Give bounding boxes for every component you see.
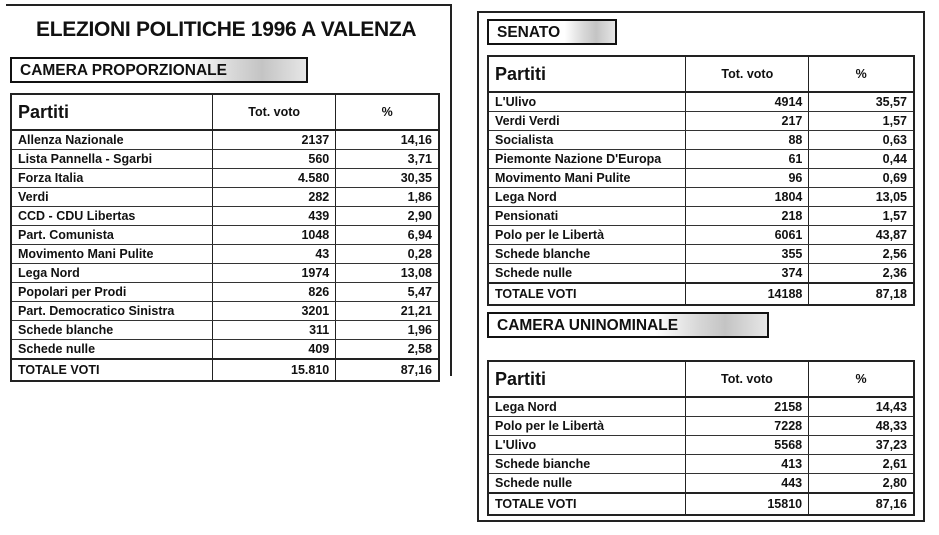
vote-count: 355: [686, 245, 809, 264]
total-row: [488, 493, 914, 515]
vote-percent: 2,61: [809, 455, 914, 474]
table-row: [488, 245, 914, 264]
total-percent: 87,16: [809, 493, 914, 515]
vote-percent: 37,23: [809, 436, 914, 455]
vote-percent: 0,28: [336, 245, 439, 264]
total-votes: 14188: [686, 283, 809, 305]
vote-percent: 0,63: [809, 131, 914, 150]
vote-percent: 5,47: [336, 283, 439, 302]
vote-percent: 13,05: [809, 188, 914, 207]
table-row: [11, 340, 439, 360]
vote-count: 7228: [685, 417, 808, 436]
table-row: [488, 207, 914, 226]
header-votes: Tot. voto: [685, 361, 808, 397]
table-row: [488, 226, 914, 245]
table-row: [11, 150, 439, 169]
vote-percent: 43,87: [809, 226, 914, 245]
vote-percent: 2,36: [809, 264, 914, 284]
vote-count: 1974: [213, 264, 336, 283]
vote-percent: 6,94: [336, 226, 439, 245]
vote-percent: 13,08: [336, 264, 439, 283]
senato-table: [487, 55, 915, 306]
vote-percent: 2,58: [336, 340, 439, 360]
party-name: Movimento Mani Pulite: [488, 169, 686, 188]
table-row: [11, 245, 439, 264]
vote-percent: 0,44: [809, 150, 914, 169]
page-title: ELEZIONI POLITICHE 1996 A VALENZA: [36, 18, 417, 41]
table-row: [488, 417, 914, 436]
total-row: [488, 283, 914, 305]
party-name: Schede nulle: [488, 264, 686, 284]
vote-count: 61: [686, 150, 809, 169]
total-votes: 15810: [685, 493, 808, 515]
party-name: Forza Italia: [11, 169, 213, 188]
vote-percent: 2,80: [809, 474, 914, 494]
table-row: [11, 321, 439, 340]
vote-percent: 30,35: [336, 169, 439, 188]
vote-count: 217: [686, 112, 809, 131]
vote-count: 1804: [686, 188, 809, 207]
party-name: L'Ulivo: [488, 436, 685, 455]
header-party: Partiti: [11, 94, 213, 130]
vote-count: 2158: [685, 397, 808, 417]
table-row: [11, 207, 439, 226]
party-name: Socialista: [488, 131, 686, 150]
total-row: [11, 359, 439, 381]
vote-count: 43: [213, 245, 336, 264]
party-name: Schede nulle: [488, 474, 685, 494]
table-row: [11, 283, 439, 302]
table-header-row: [11, 94, 439, 130]
vote-count: 413: [685, 455, 808, 474]
table-row: [488, 474, 914, 494]
party-name: L'Ulivo: [488, 92, 686, 112]
party-name: Lega Nord: [11, 264, 213, 283]
total-label: TOTALE VOTI: [488, 493, 685, 515]
header-pct: %: [336, 94, 439, 130]
vote-percent: 35,57: [809, 92, 914, 112]
party-name: CCD - CDU Libertas: [11, 207, 213, 226]
senato-label: SENATO: [487, 19, 617, 45]
party-name: Verdi Verdi: [488, 112, 686, 131]
party-name: Polo per le Libertà: [488, 417, 685, 436]
table-row: [488, 188, 914, 207]
vote-count: 3201: [213, 302, 336, 321]
party-name: Piemonte Nazione D'Europa: [488, 150, 686, 169]
party-name: Lega Nord: [488, 188, 686, 207]
party-name: Schede blanche: [488, 245, 686, 264]
camera-uninominale-table: [487, 360, 915, 516]
total-label: TOTALE VOTI: [488, 283, 686, 305]
camera-proporzionale-table: [10, 93, 440, 382]
table-row: [488, 92, 914, 112]
vote-count: 374: [686, 264, 809, 284]
vote-count: 4914: [686, 92, 809, 112]
party-name: Pensionati: [488, 207, 686, 226]
vote-count: 5568: [685, 436, 808, 455]
table-row: [11, 226, 439, 245]
table-header-row: [488, 361, 914, 397]
camera-proporzionale-label: CAMERA PROPORZIONALE: [10, 57, 308, 83]
vote-count: 1048: [213, 226, 336, 245]
vote-count: 443: [685, 474, 808, 494]
table-row: [11, 302, 439, 321]
party-name: Schede nulle: [11, 340, 213, 360]
vote-count: 282: [213, 188, 336, 207]
vote-percent: 3,71: [336, 150, 439, 169]
party-name: Verdi: [11, 188, 213, 207]
party-name: Polo per le Libertà: [488, 226, 686, 245]
table-row: [11, 264, 439, 283]
vote-count: 218: [686, 207, 809, 226]
header-pct: %: [809, 56, 914, 92]
party-name: Schede bianche: [488, 455, 685, 474]
party-name: Schede blanche: [11, 321, 213, 340]
party-name: Lega Nord: [488, 397, 685, 417]
total-percent: 87,18: [809, 283, 914, 305]
vote-count: 6061: [686, 226, 809, 245]
header-votes: Tot. voto: [686, 56, 809, 92]
vote-percent: 2,56: [809, 245, 914, 264]
vote-count: 439: [213, 207, 336, 226]
vote-percent: 2,90: [336, 207, 439, 226]
vote-count: 560: [213, 150, 336, 169]
vote-percent: 1,57: [809, 207, 914, 226]
header-pct: %: [809, 361, 914, 397]
table-row: [488, 150, 914, 169]
party-name: Movimento Mani Pulite: [11, 245, 213, 264]
table-row: [488, 397, 914, 417]
table-row: [488, 169, 914, 188]
vote-count: 311: [213, 321, 336, 340]
vote-percent: 1,86: [336, 188, 439, 207]
vote-count: 96: [686, 169, 809, 188]
table-row: [11, 188, 439, 207]
header-votes: Tot. voto: [213, 94, 336, 130]
table-row: [488, 264, 914, 284]
vote-count: 4.580: [213, 169, 336, 188]
vote-percent: 0,69: [809, 169, 914, 188]
vote-percent: 14,16: [336, 130, 439, 150]
camera-uninominale-label: CAMERA UNINOMINALE: [487, 312, 769, 338]
total-percent: 87,16: [336, 359, 439, 381]
total-votes: 15.810: [213, 359, 336, 381]
table-row: [488, 131, 914, 150]
party-name: Popolari per Prodi: [11, 283, 213, 302]
vote-count: 409: [213, 340, 336, 360]
vote-count: 826: [213, 283, 336, 302]
vote-percent: 14,43: [809, 397, 914, 417]
vote-count: 2137: [213, 130, 336, 150]
total-label: TOTALE VOTI: [11, 359, 213, 381]
table-row: [11, 130, 439, 150]
party-name: Lista Pannella - Sgarbi: [11, 150, 213, 169]
party-name: Allenza Nazionale: [11, 130, 213, 150]
vote-percent: 21,21: [336, 302, 439, 321]
party-name: Part. Democratico Sinistra: [11, 302, 213, 321]
header-party: Partiti: [488, 56, 686, 92]
vote-percent: 48,33: [809, 417, 914, 436]
table-row: [488, 455, 914, 474]
table-row: [488, 436, 914, 455]
party-name: Part. Comunista: [11, 226, 213, 245]
table-row: [11, 169, 439, 188]
vote-count: 88: [686, 131, 809, 150]
table-row: [488, 112, 914, 131]
vote-percent: 1,57: [809, 112, 914, 131]
table-header-row: [488, 56, 914, 92]
header-party: Partiti: [488, 361, 685, 397]
vote-percent: 1,96: [336, 321, 439, 340]
